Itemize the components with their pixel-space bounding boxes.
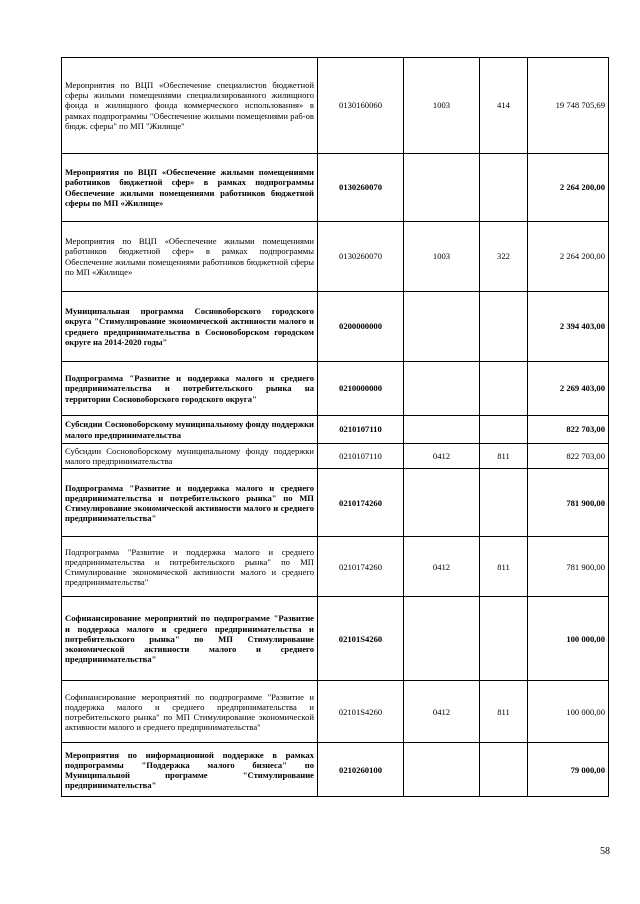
row-type-cell bbox=[480, 362, 528, 416]
row-code-cell: 0210000000 bbox=[318, 362, 404, 416]
table-row bbox=[62, 537, 609, 597]
row-name-cell: Софинансирование мероприятий по подпрограмме "Развитие и поддержка малого и среднего предпринимательства и потребительского рынка" по МП Стимулирование экономической активности малого и среднего предпринимательства" bbox=[62, 681, 318, 743]
row-amount-cell: 2 269 403,00 bbox=[528, 362, 609, 416]
row-code-cell: 02101S4260 bbox=[318, 597, 404, 681]
row-name-cell: Субсидии Сосновоборскому муниципальному фонду поддержки малого предпринимательства bbox=[62, 416, 318, 444]
row-section-cell bbox=[404, 416, 480, 444]
row-section-cell: 0412 bbox=[404, 681, 480, 743]
table-row bbox=[62, 154, 609, 222]
row-section-cell: 1003 bbox=[404, 58, 480, 154]
row-amount-cell: 822 703,00 bbox=[528, 444, 609, 469]
row-code-cell: 0130260070 bbox=[318, 154, 404, 222]
row-name-cell: Субсидии Сосновоборскому муниципальному фонду поддержки малого предпринимательства bbox=[62, 444, 318, 469]
table-row bbox=[62, 222, 609, 292]
row-amount-cell: 781 900,00 bbox=[528, 537, 609, 597]
row-amount-cell: 2 264 200,00 bbox=[528, 222, 609, 292]
row-type-cell bbox=[480, 743, 528, 797]
table-row bbox=[62, 292, 609, 362]
page-number: 58 bbox=[600, 846, 610, 857]
row-amount-cell: 2 264 200,00 bbox=[528, 154, 609, 222]
row-code-cell: 02101S4260 bbox=[318, 681, 404, 743]
row-name-cell: Мероприятия по ВЦП «Обеспечение специалистов бюджетной сферы жилыми помещениями специализированного жилищного фонда и жилищного фонда коммерческого использования» в рамках подпрограммы "Обеспечение жилыми помещениями раб-ов бюдж. сферы" по МП "Жилище" bbox=[62, 58, 318, 154]
table-row bbox=[62, 362, 609, 416]
row-type-cell bbox=[480, 597, 528, 681]
budget-table bbox=[61, 57, 609, 797]
row-type-cell: 414 bbox=[480, 58, 528, 154]
budget-table-body bbox=[62, 58, 609, 797]
table-row bbox=[62, 416, 609, 444]
row-name-cell: Мероприятия по ВЦП «Обеспечение жилыми помещениями работников бюджетной сфер» в рамках подпрограммы Обеспечение жилыми помещениями работников бюджетной сферы по МП «Жилище» bbox=[62, 154, 318, 222]
row-code-cell: 0210107110 bbox=[318, 444, 404, 469]
row-section-cell: 0412 bbox=[404, 537, 480, 597]
row-type-cell bbox=[480, 292, 528, 362]
row-amount-cell: 100 000,00 bbox=[528, 681, 609, 743]
row-code-cell: 0210107110 bbox=[318, 416, 404, 444]
row-section-cell: 0412 bbox=[404, 444, 480, 469]
row-section-cell: 1003 bbox=[404, 222, 480, 292]
row-amount-cell: 79 000,00 bbox=[528, 743, 609, 797]
row-name-cell: Муниципальная программа Сосновоборского городского округа "Стимулирование экономической активности малого и среднего предпринимательства в Сосновоборском городском округе на 2014-2020 годы" bbox=[62, 292, 318, 362]
row-name-cell: Мероприятия по ВЦП «Обеспечение жилыми помещениями работников бюджетной сфер» в рамках подпрограммы Обеспечение жилыми помещениями работников бюджетной сферы по МП «Жилище» bbox=[62, 222, 318, 292]
row-type-cell: 811 bbox=[480, 537, 528, 597]
row-code-cell: 0130260070 bbox=[318, 222, 404, 292]
row-code-cell: 0200000000 bbox=[318, 292, 404, 362]
row-type-cell: 811 bbox=[480, 681, 528, 743]
row-name-cell: Мероприятия по информационной поддержке в рамках подпрограммы "Поддержка малого бизнеса" по Муниципальной программе "Стимулирование предпринимательства" bbox=[62, 743, 318, 797]
row-code-cell: 0130160060 bbox=[318, 58, 404, 154]
table-row bbox=[62, 444, 609, 469]
row-name-cell: Подпрограмма "Развитие и поддержка малого и среднего предпринимательства и потребительского рынка" по МП Стимулирование экономической активности малого и среднего предпринимательства" bbox=[62, 469, 318, 537]
row-type-cell: 322 bbox=[480, 222, 528, 292]
table-row bbox=[62, 597, 609, 681]
row-type-cell bbox=[480, 154, 528, 222]
row-amount-cell: 781 900,00 bbox=[528, 469, 609, 537]
row-amount-cell: 19 748 705,69 bbox=[528, 58, 609, 154]
row-name-cell: Подпрограмма "Развитие и поддержка малого и среднего предпринимательства и потребительского рынка" по МП Стимулирование экономической активности малого и среднего предпринимательства" bbox=[62, 537, 318, 597]
row-type-cell bbox=[480, 469, 528, 537]
table-row bbox=[62, 681, 609, 743]
row-amount-cell: 822 703,00 bbox=[528, 416, 609, 444]
row-code-cell: 0210174260 bbox=[318, 469, 404, 537]
row-section-cell bbox=[404, 469, 480, 537]
row-section-cell bbox=[404, 597, 480, 681]
row-type-cell: 811 bbox=[480, 444, 528, 469]
row-section-cell bbox=[404, 154, 480, 222]
row-name-cell: Подпрограмма "Развитие и поддержка малого и среднего предпринимательства и потребительского рынка на территории Сосновоборского городского округа" bbox=[62, 362, 318, 416]
row-amount-cell: 100 000,00 bbox=[528, 597, 609, 681]
table-row bbox=[62, 743, 609, 797]
table-row bbox=[62, 58, 609, 154]
row-code-cell: 0210174260 bbox=[318, 537, 404, 597]
row-name-cell: Софинансирование мероприятий по подпрограмме "Развитие и поддержка малого и среднего предпринимательства и потребительского рынка" по МП Стимулирование экономической активности малого и среднего предпринимательства" bbox=[62, 597, 318, 681]
row-type-cell bbox=[480, 416, 528, 444]
row-amount-cell: 2 394 403,00 bbox=[528, 292, 609, 362]
row-section-cell bbox=[404, 362, 480, 416]
row-section-cell bbox=[404, 743, 480, 797]
row-section-cell bbox=[404, 292, 480, 362]
row-code-cell: 0210260100 bbox=[318, 743, 404, 797]
table-row bbox=[62, 469, 609, 537]
